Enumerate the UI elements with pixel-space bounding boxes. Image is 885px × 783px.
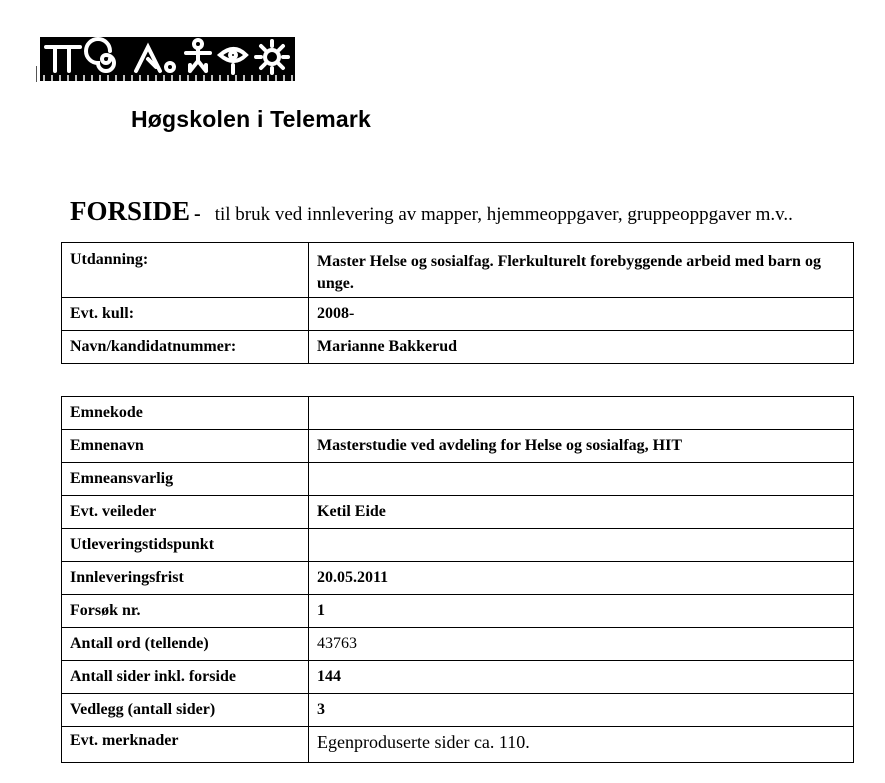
row-label: Evt. kull:	[62, 298, 309, 331]
table-row	[62, 595, 854, 628]
row-value: 20.05.2011	[309, 562, 854, 595]
row-value: Ketil Eide	[309, 496, 854, 529]
table-row	[62, 628, 854, 661]
row-label: Emnekode	[62, 397, 309, 430]
row-label: Utdanning:	[62, 243, 309, 298]
education-info-table	[61, 242, 854, 364]
table-row	[62, 331, 854, 364]
table-row	[62, 529, 854, 562]
row-value: 43763	[309, 628, 854, 661]
row-value: Master Helse og sosialfag. Flerkulturelt forebyggende arbeid med barn og unge.	[309, 243, 854, 298]
row-value: 2008-	[309, 298, 854, 331]
table-row	[62, 243, 854, 298]
petroglyph-logo-graphic	[40, 37, 295, 81]
row-label: Vedlegg (antall sider)	[62, 694, 309, 727]
row-value: Egenproduserte sider ca. 110.	[309, 727, 854, 763]
row-label: Utleveringstidspunkt	[62, 529, 309, 562]
row-value: 3	[309, 694, 854, 727]
row-label: Navn/kandidatnummer:	[62, 331, 309, 364]
row-label: Antall ord (tellende)	[62, 628, 309, 661]
row-value: Masterstudie ved avdeling for Helse og sosialfag, HIT	[309, 430, 854, 463]
table-row	[62, 430, 854, 463]
table-row	[62, 694, 854, 727]
table-row	[62, 463, 854, 496]
table-row	[62, 661, 854, 694]
row-label: Antall sider inkl. forside	[62, 661, 309, 694]
course-info-table	[61, 396, 854, 763]
row-label: Evt. merknader	[62, 727, 309, 763]
school-name: Høgskolen i Telemark	[131, 106, 372, 132]
page-title	[70, 196, 793, 227]
row-value	[309, 463, 854, 496]
row-label: Evt. veileder	[62, 496, 309, 529]
row-value: Marianne Bakkerud	[309, 331, 854, 364]
row-value	[309, 397, 854, 430]
row-label: Emneansvarlig	[62, 463, 309, 496]
table-row	[62, 562, 854, 595]
title-subtitle: til bruk ved innlevering av mapper, hjemmeoppgaver, gruppeoppgaver m.v..	[214, 204, 793, 225]
row-label: Innleveringsfrist	[62, 562, 309, 595]
title-main: FORSIDE	[70, 196, 191, 226]
row-value: 1	[309, 595, 854, 628]
row-value	[309, 529, 854, 562]
text-cursor-mark	[36, 66, 37, 82]
table-row	[62, 397, 854, 430]
table-row	[62, 496, 854, 529]
table-row	[62, 727, 854, 763]
title-dash: -	[194, 203, 201, 225]
school-logo	[40, 37, 295, 81]
row-label: Forsøk nr.	[62, 595, 309, 628]
row-label: Emnenavn	[62, 430, 309, 463]
row-value: 144	[309, 661, 854, 694]
table-row	[62, 298, 854, 331]
